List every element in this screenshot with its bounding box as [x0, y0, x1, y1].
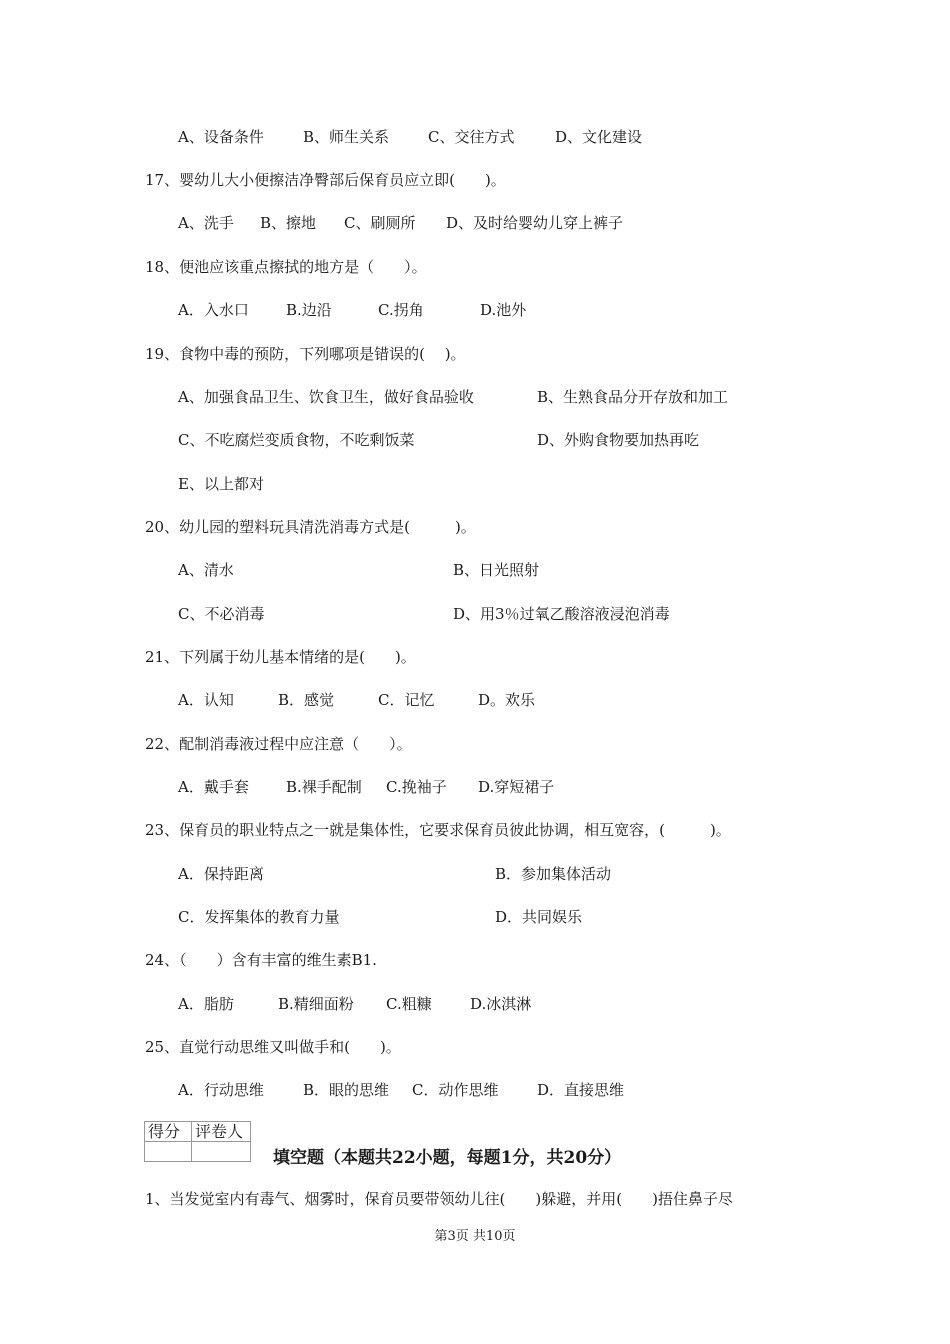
q25-option-c: C．动作思维: [412, 1081, 499, 1099]
q17-option-a: A、洗手: [178, 214, 234, 232]
q20-option-c: C、不必消毒: [178, 605, 265, 623]
q22-option-d: D.穿短裙子: [478, 778, 555, 796]
q24-option-c: C.粗糠: [386, 995, 432, 1013]
grader-cell: [192, 1142, 251, 1162]
q25-option-b: B．眼的思维: [303, 1081, 390, 1099]
question-23-stem: 23、保育员的职业特点之一就是集体性，它要求保育员彼此协调，相互宽容，( )。: [145, 821, 731, 839]
question-25-stem: 25、直觉行动思维又叫做手和( )。: [145, 1038, 401, 1056]
q19-option-b: B、生熟食品分开存放和加工: [537, 388, 729, 406]
q25-option-d: D．直接思维: [537, 1081, 625, 1099]
q20-option-d: D、用3％过氧乙酸溶液浸泡消毒: [453, 605, 670, 623]
q18-option-c: C.拐角: [378, 301, 424, 319]
q17-option-b: B、擦地: [260, 214, 317, 232]
q20-option-a: A、清水: [178, 561, 234, 579]
question-22-stem: 22、配制消毒液过程中应注意（ ）。: [145, 735, 412, 753]
q16-option-c: C、交往方式: [428, 128, 515, 146]
q21-option-d: D。欢乐: [478, 691, 536, 709]
q22-option-b: B.裸手配制: [286, 778, 362, 796]
q21-option-c: C．记忆: [378, 691, 435, 709]
q23-option-b: B．参加集体活动: [495, 865, 612, 883]
q24-option-b: B.精细面粉: [278, 995, 354, 1013]
q16-option-d: D、文化建设: [555, 128, 643, 146]
q18-option-d: D.池外: [480, 301, 527, 319]
q19-option-d: D、外购食物要加热再吃: [537, 431, 700, 449]
question-18-stem: 18、便池应该重点擦拭的地方是（ ）。: [145, 258, 427, 276]
question-20-stem: 20、幼儿园的塑料玩具清洗消毒方式是( )。: [145, 518, 476, 536]
grader-label: 评卷人: [192, 1122, 251, 1142]
q24-option-a: A．脂肪: [178, 995, 234, 1013]
q17-option-c: C、刷厕所: [344, 214, 416, 232]
score-cell: [145, 1142, 192, 1162]
q22-option-c: C.挽袖子: [386, 778, 447, 796]
q18-option-b: B.边沿: [286, 301, 332, 319]
fill-question-1-stem: 1、当发觉室内有毒气、烟雾时，保育员要带领幼儿往( )躲避，并用( )捂住鼻子尽: [145, 1190, 733, 1208]
q19-option-c: C、不吃腐烂变质食物，不吃剩饭菜: [178, 431, 415, 449]
q16-option-b: B、师生关系: [303, 128, 390, 146]
question-19-stem: 19、食物中毒的预防，下列哪项是错误的( )。: [145, 345, 466, 363]
question-17-stem: 17、婴幼儿大小便擦洁净臀部后保育员应立即( )。: [145, 171, 506, 189]
q23-option-c: C．发挥集体的教育力量: [178, 908, 340, 926]
q17-option-d: D、及时给婴幼儿穿上裤子: [446, 214, 624, 232]
score-label: 得分: [145, 1122, 192, 1142]
q19-option-e: E、以上都对: [178, 475, 264, 493]
q23-option-a: A．保持距离: [178, 865, 264, 883]
page-footer: 第3页 共10页: [434, 1229, 516, 1244]
q22-option-a: A．戴手套: [178, 778, 249, 796]
score-table: [144, 1121, 251, 1162]
q16-option-a: A、设备条件: [178, 128, 264, 146]
q21-option-a: A．认知: [178, 691, 234, 709]
q20-option-b: B、日光照射: [453, 561, 540, 579]
q23-option-d: D．共同娱乐: [495, 908, 583, 926]
q25-option-a: A．行动思维: [178, 1081, 264, 1099]
section-title: 填空题（本题共22小题，每题1分，共20分）: [273, 1148, 622, 1168]
q18-option-a: A．入水口: [178, 301, 249, 319]
question-24-stem: 24、（ ）含有丰富的维生素B1.: [145, 951, 377, 969]
q24-option-d: D.冰淇淋: [470, 995, 532, 1013]
question-21-stem: 21、下列属于幼儿基本情绪的是( )。: [145, 648, 416, 666]
q19-option-a: A、加强食品卫生、饮食卫生，做好食品验收: [178, 388, 474, 406]
q21-option-b: B．感觉: [278, 691, 335, 709]
